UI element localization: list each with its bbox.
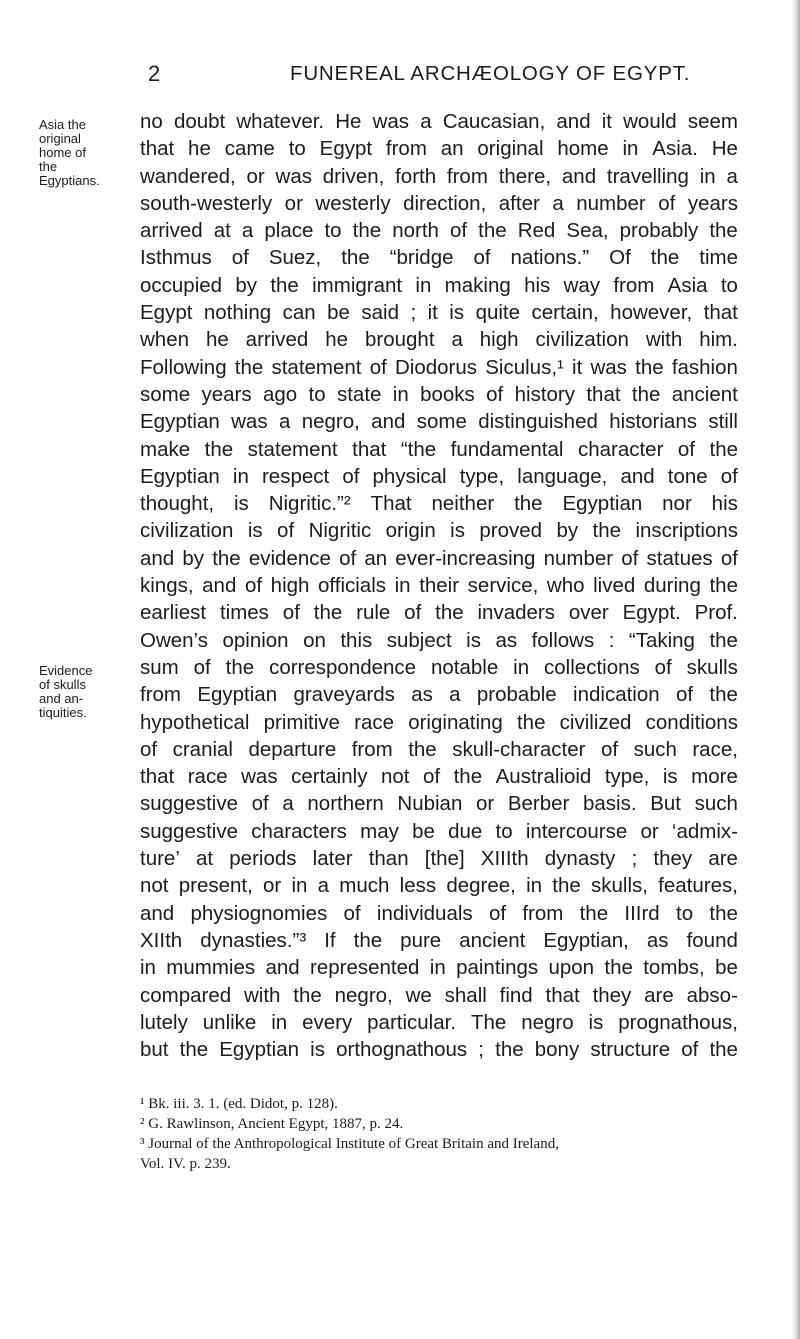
side-note-line: of skulls [39, 677, 86, 692]
side-note-line: and an- [39, 691, 84, 706]
text-line: ture’ at periods later than [the] XIIIth dynasty ; they are [140, 847, 738, 871]
side-note-asia [39, 118, 114, 188]
side-note-line: Asia the [39, 117, 86, 132]
text-line: that he came to Egypt from an original home in Asia. He [140, 137, 738, 161]
text-line: Egyptian was a negro, and some distinguished historians still [140, 410, 738, 434]
footnotes [140, 1094, 738, 1174]
text-line: suggestive characters may be due to intercourse or ‘admix- [140, 819, 738, 843]
text-line: Egypt nothing can be said ; it is quite certain, however, that [140, 301, 738, 325]
text-line: south-westerly or westerly direction, after a number of years [140, 191, 738, 215]
text-line: civilization is of Nigritic origin is proved by the inscriptions [140, 519, 738, 543]
text-line: wandered, or was driven, forth from there, and travelling in a [140, 164, 738, 188]
running-head: FUNEREAL ARCHÆOLOGY OF EGYPT. [290, 62, 691, 85]
footnote-3-continued: Vol. IV. p. 239. [140, 1156, 231, 1172]
text-line: and by the evidence of an ever-increasing number of statues of [140, 546, 738, 570]
text-line: Following the statement of Diodorus Siculus,¹ it was the fashion [140, 355, 738, 379]
text-line: Owen’s opinion on this subject is as follows : “Taking the [140, 628, 738, 652]
text-line: Isthmus of Suez, the “bridge of nations.” Of the time [140, 246, 738, 270]
text-line: hypothetical primitive race originating the civilized conditions [140, 710, 738, 734]
text-line: make the statement that “the fundamental character of the [140, 437, 738, 461]
text-line: and physiognomies of individuals of from the IIIrd to the [140, 901, 738, 925]
text-line: of cranial departure from the skull-character of such race, [140, 737, 738, 761]
text-line: not present, or in a much less degree, in the skulls, features, [140, 874, 738, 898]
text-line: Egyptian in respect of physical type, language, and tone of [140, 464, 738, 488]
text-line: from Egyptian graveyards as a probable indication of the [140, 683, 738, 707]
text-line: thought, is Nigritic.”² That neither the Egyptian nor his [140, 492, 738, 516]
text-line: earliest times of the rule of the invaders over Egypt. Prof. [140, 601, 738, 625]
page-edge-shadow [792, 0, 800, 1339]
text-line: sum of the correspondence notable in collections of skulls [140, 655, 738, 679]
text-line: lutely unlike in every particular. The negro is prognathous, [140, 1010, 738, 1034]
side-note-line: Evidence [39, 663, 93, 678]
page-number: 2 [148, 61, 161, 86]
side-note-line: Egyptians. [39, 173, 100, 188]
text-line: suggestive of a northern Nubian or Berber basis. But such [140, 792, 738, 816]
text-line: arrived at a place to the north of the Red Sea, probably the [140, 219, 738, 243]
footnote-2: ² G. Rawlinson, Ancient Egypt, 1887, p. 24. [140, 1116, 404, 1132]
side-note-line: home of [39, 145, 86, 160]
footnote-3: ³ Journal of the Anthropological Institute of Great Britain and Ireland, [140, 1136, 559, 1152]
text-line: in mummies and represented in paintings upon the tombs, be [140, 956, 738, 980]
text-line: no doubt whatever. He was a Caucasian, and it would seem [140, 110, 738, 133]
text-line: kings, and of high officials in their service, who lived during the [140, 574, 738, 598]
page-header [0, 58, 800, 90]
text-line: but the Egyptian is orthognathous ; the bony structure of the [140, 1038, 738, 1062]
side-note-line: tiquities. [39, 705, 87, 720]
side-note-line: the [39, 159, 58, 174]
text-line: that race was certainly not of the Australioid type, is more [140, 765, 738, 789]
text-line: XIIth dynasties.”³ If the pure ancient Egyptian, as found [140, 928, 738, 952]
text-line: some years ago to state in books of history that the ancient [140, 382, 738, 406]
text-line: when he arrived he brought a high civilization with him. [140, 328, 738, 352]
side-note-evidence [39, 664, 114, 720]
body-text [140, 108, 738, 1063]
footnote-1: ¹ Bk. iii. 3. 1. (ed. Didot, p. 128). [140, 1096, 338, 1112]
side-note-line: original [39, 131, 81, 146]
text-line: occupied by the immigrant in making his way from Asia to [140, 273, 738, 297]
text-line: compared with the negro, we shall find that they are abso- [140, 983, 738, 1007]
